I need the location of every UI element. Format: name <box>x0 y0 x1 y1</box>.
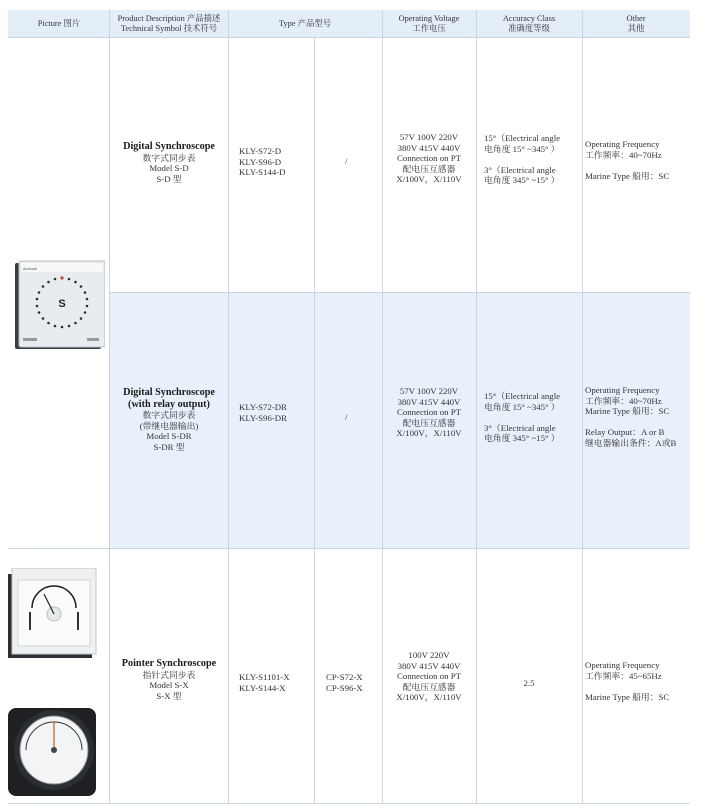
row1-accuracy: 15°（Electrical angle 电角度 15° ~345° ） 3°（Electrical angle 电角度 345° ~15° ） <box>484 133 561 186</box>
row1-types: KLY-S72-D KLY-S96-D KLY-S144-D <box>239 146 286 178</box>
row1-description: Digital Synchroscope 数字式同步表 Model S-D S-D 型 <box>123 141 215 184</box>
svg-text:S: S <box>58 298 66 310</box>
header-accuracy: Accuracy Class 准确度等级 <box>502 13 556 33</box>
header-other: Other 其他 <box>626 13 646 33</box>
svg-text:Acrewel: Acrewel <box>23 266 38 271</box>
row3-other: Operating Frequency 工作频率：45~65Hz Marine Type 船用：SC <box>585 660 670 702</box>
header-picture: Picture 图片 <box>37 18 81 28</box>
row1-type2: / <box>345 156 348 166</box>
row2-description: Digital Synchroscope (with relay output) 数字式同步表 (带继电器输出) Model S-DR S-DR 型 <box>123 387 215 452</box>
row2-type2: / <box>345 412 348 422</box>
pointer-synchroscope-round-image <box>8 698 98 802</box>
pointer-synchroscope-square-image <box>8 568 98 660</box>
row2-accuracy: 15°（Electrical angle 电角度 15° ~345° ） 3°（Electrical angle 电角度 345° ~15° ） <box>484 391 561 444</box>
product-table <box>8 10 690 804</box>
digital-synchroscope-image <box>13 259 105 353</box>
row3-description: Pointer Synchroscope 指针式同步表 Model S-X S-X 型 <box>121 658 217 701</box>
row3-types: KLY-S1101-X KLY-S144-X <box>239 672 290 693</box>
header-voltage: Operating Voltage 工作电压 <box>398 13 460 33</box>
row3-voltage: 100V 220V 380V 415V 440V Connection on PT 配电压互感器 X/100V，X/110V <box>396 650 462 703</box>
row2-other: Operating Frequency 工作频率：40~70Hz Marine Type 船用：SC Relay Output：A or B 继电器输出条件：A或B <box>585 385 677 448</box>
row2-types: KLY-S72-DR KLY-S96-DR <box>239 402 287 423</box>
header-type: Type 产品型号 <box>278 18 332 28</box>
row1-other: Operating Frequency 工作频率：40~70Hz Marine Type 船用：SC <box>585 139 670 181</box>
row3-type2: CP-S72-X CP-S96-X <box>326 672 363 693</box>
row3-accuracy: 2.5 <box>523 678 535 688</box>
row1-voltage: 57V 100V 220V 380V 415V 440V Connection on PT 配电压互感器 X/100V，X/110V <box>396 132 462 185</box>
header-description: Product Description 产品描述 Technical Symbol 技术符号 <box>117 13 221 33</box>
row2-voltage: 57V 100V 220V 380V 415V 440V Connection on PT 配电压互感器 X/100V，X/110V <box>396 386 462 439</box>
